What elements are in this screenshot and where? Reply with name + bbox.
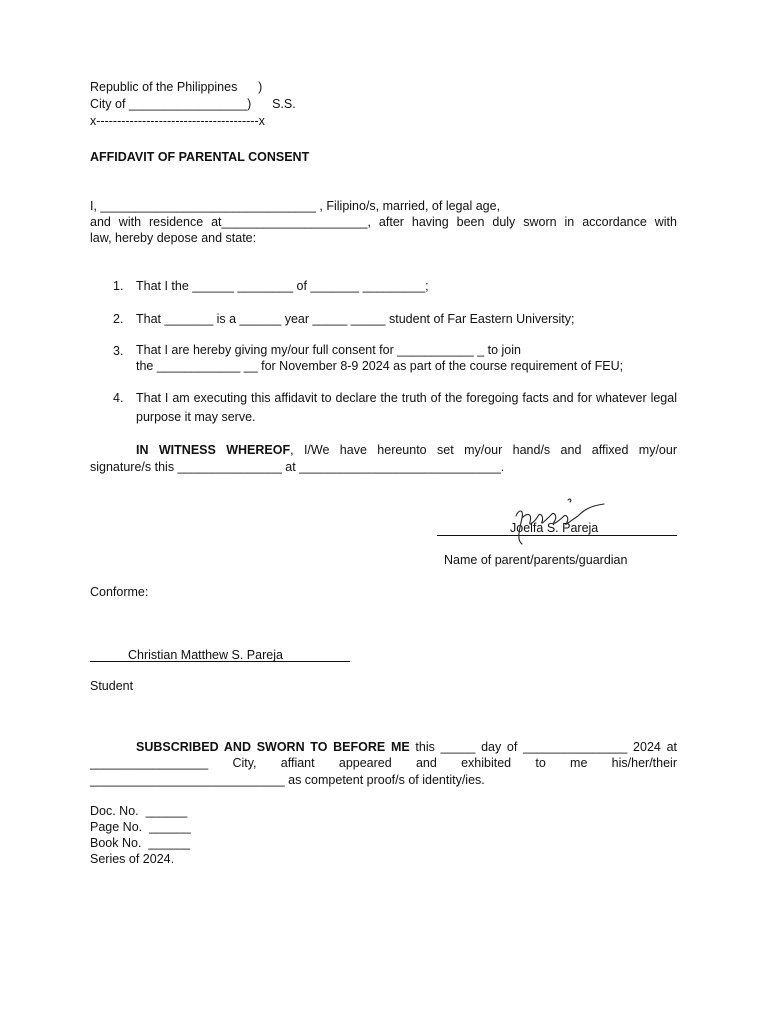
item-number: 1. [113, 279, 124, 293]
book-number: Book No. ______ [90, 836, 191, 850]
document-title: AFFIDAVIT OF PARENTAL CONSENT [90, 150, 310, 164]
item-text-line-1: That I are hereby giving my/our full consent for ___________ _ to join [136, 343, 521, 357]
subscribed-line-2: _________________ City, affiant appeared and exhibited to me his/her/their [90, 756, 677, 770]
witness-heading: IN WITNESS WHEREOF [136, 443, 291, 457]
series-year: Series of 2024. [90, 852, 175, 866]
item-number: 3. [113, 344, 124, 358]
intro-residence-label: and with residence at [90, 215, 222, 229]
subscribed-heading: SUBSCRIBED AND SWORN TO BEFORE ME [136, 740, 410, 754]
witness-line-1 [90, 442, 677, 458]
item-number: 2. [113, 312, 124, 326]
item-text: That I the ______ ________ of _______ _________; [136, 279, 429, 293]
parent-name: Joelfa S. Pareja [510, 521, 599, 535]
item-text: That I am executing this affidavit to declare the truth of the foregoing facts and for whatever legal purpose it may serve. [136, 391, 677, 424]
item-number: 4. [113, 391, 124, 405]
subscribed-line-3: ____________________________ as competent proof/s of identity/ies. [90, 773, 485, 787]
intro-line-1: I, _______________________________ , Filipino/s, married, of legal age, [90, 199, 501, 213]
residence-blank: _____________________ [221, 215, 368, 229]
conforme-label: Conforme: [90, 585, 149, 599]
header-divider: x---------------------------------------x [90, 114, 265, 128]
subscribed-line-1 [90, 739, 677, 755]
handwritten-signature [508, 496, 618, 548]
header-city: City of _________________) S.S. [90, 97, 296, 111]
page-number: Page No. ______ [90, 820, 191, 834]
intro-line-2 [90, 214, 677, 230]
item-text-line-2: the ____________ __ for November 8-9 2024 as part of the course requirement of FEU; [136, 359, 624, 373]
subscribed-text: this _____ day of _______________ 2024 at [409, 740, 677, 754]
parent-caption: Name of parent/parents/guardian [444, 553, 628, 567]
doc-number: Doc. No. ______ [90, 804, 188, 818]
witness-text: , I/We have hereunto set my/our hand/s and affixed my/our [290, 443, 677, 457]
intro-line-3: law, hereby depose and state: [90, 231, 257, 245]
item-text: That _______ is a ______ year _____ _____ student of Far Eastern University; [136, 312, 575, 326]
header-republic: Republic of the Philippines ) [90, 80, 263, 94]
student-name: Christian Matthew S. Pareja [128, 648, 283, 662]
witness-line-2: signature/s this _______________ at _____________________________. [90, 460, 505, 474]
intro-sworn-text: , after having been duly sworn in accordance with [367, 215, 677, 229]
student-label: Student [90, 679, 134, 693]
